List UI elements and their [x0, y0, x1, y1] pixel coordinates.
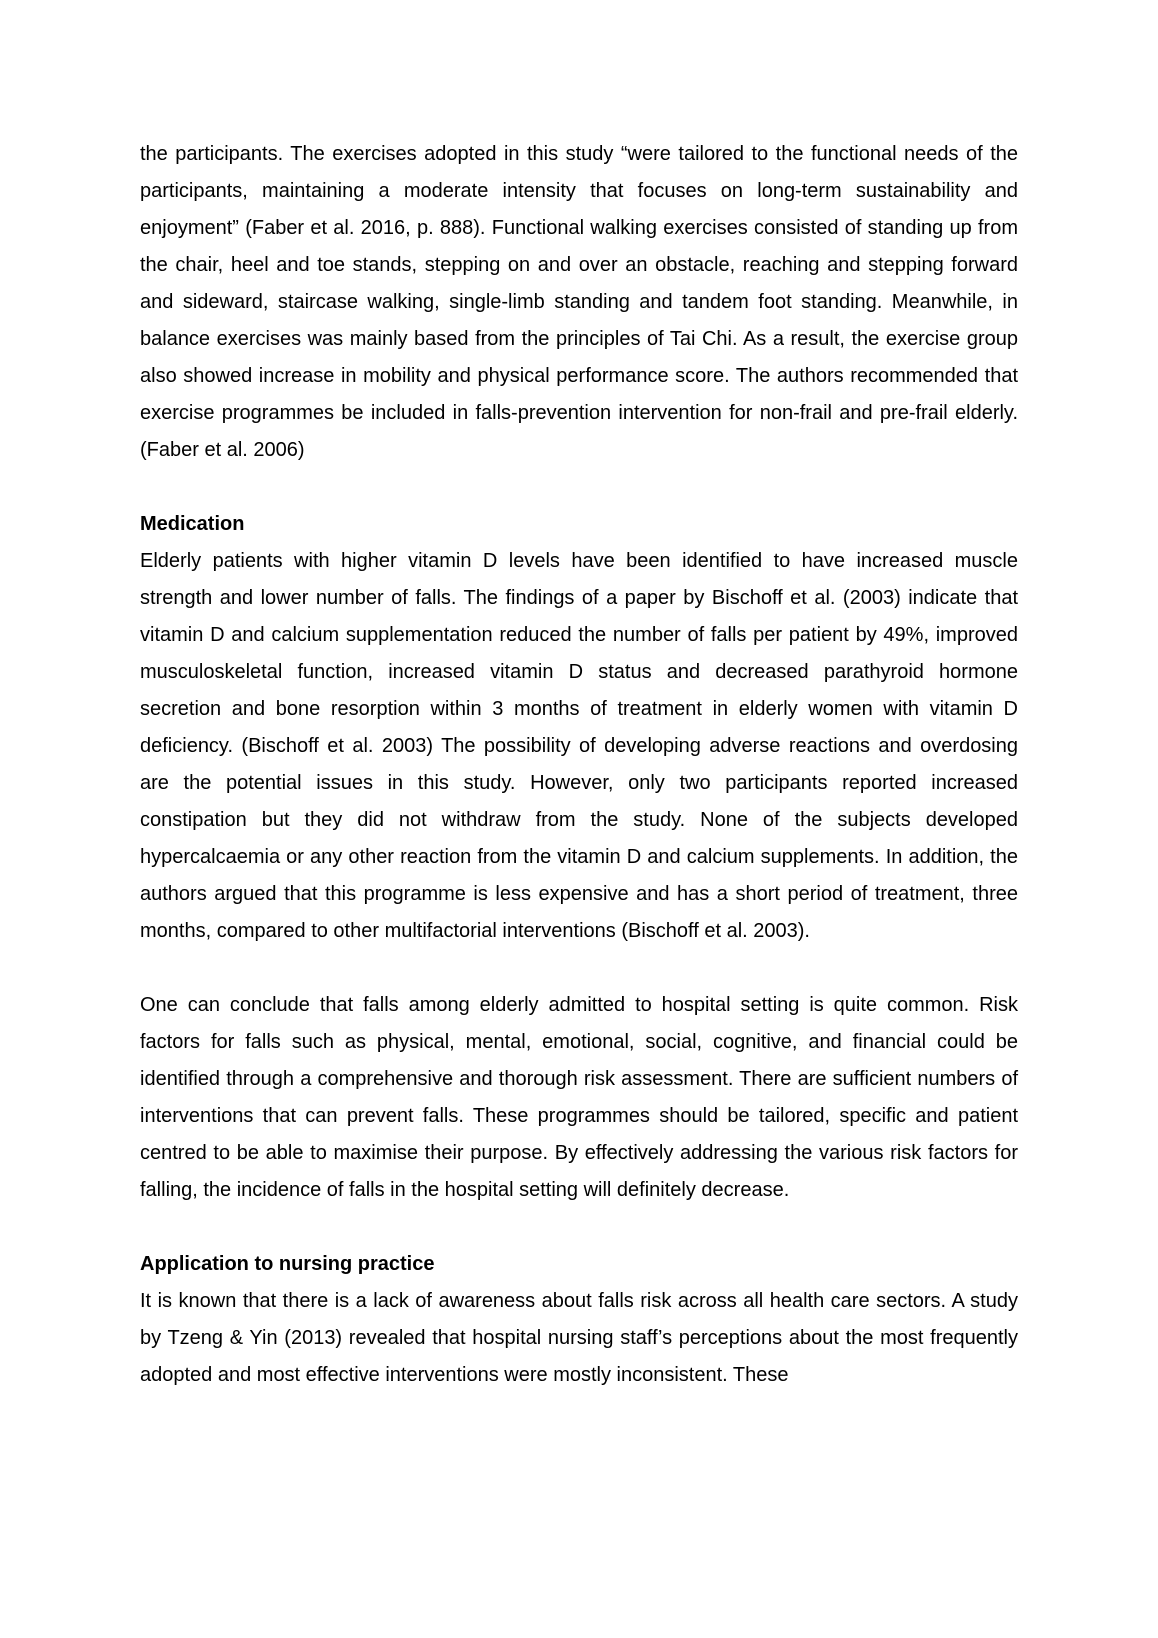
paragraph-exercise: the participants. The exercises adopted in this study “were tailored to the functional needs of the participants, maintaining a moderate intensity that focuses on long-term sustainability and enjoyment” (Faber et al. 2016, p. 888). Functional walking exercises consisted of standing up from the chair, heel and toe stands, stepping on and over an obstacle, reaching and stepping forward and sideward, staircase walking, single-limb standing and tandem foot standing. Meanwhile, in balance exercises was mainly based from the principles of Tai Chi. As a result, the exercise group also showed increase in mobility and physical performance score. The authors recommended that exercise programmes be included in falls-prevention intervention for non-frail and pre-frail elderly. (Faber et al. 2006) — [140, 142, 1018, 461]
paragraph-spacer — [140, 469, 1018, 506]
heading-medication: Medication — [140, 512, 245, 535]
paragraph-spacer — [140, 1209, 1018, 1246]
document-body — [140, 136, 1018, 1394]
heading-application: Application to nursing practice — [140, 1252, 435, 1275]
paragraph-spacer — [140, 950, 1018, 987]
paragraph-application: It is known that there is a lack of awareness about falls risk across all health care sectors. A study by Tzeng & Yin (2013) revealed that hospital nursing staff’s perceptions about the most frequently adopted and most effective interventions were mostly inconsistent. These — [140, 1289, 1018, 1386]
paragraph-conclusion: One can conclude that falls among elderly admitted to hospital setting is quite common. Risk factors for falls such as physical, mental, emotional, social, cognitive, and financial could be identified through a comprehensive and thorough risk assessment. There are sufficient numbers of interventions that can prevent falls. These programmes should be tailored, specific and patient centred to be able to maximise their purpose. By effectively addressing the various risk factors for falling, the incidence of falls in the hospital setting will definitely decrease. — [140, 993, 1018, 1201]
paragraph-medication: Elderly patients with higher vitamin D levels have been identified to have increased muscle strength and lower number of falls. The findings of a paper by Bischoff et al. (2003) indicate that vitamin D and calcium supplementation reduced the number of falls per patient by 49%, improved musculoskeletal function, increased vitamin D status and decreased parathyroid hormone secretion and bone resorption within 3 months of treatment in elderly women with vitamin D deficiency. (Bischoff et al. 2003) The possibility of developing adverse reactions and overdosing are the potential issues in this study. However, only two participants reported increased constipation but they did not withdraw from the study. None of the subjects developed hypercalcaemia or any other reaction from the vitamin D and calcium supplements. In addition, the authors argued that this programme is less expensive and has a short period of treatment, three months, compared to other multifactorial interventions (Bischoff et al. 2003). — [140, 549, 1018, 942]
